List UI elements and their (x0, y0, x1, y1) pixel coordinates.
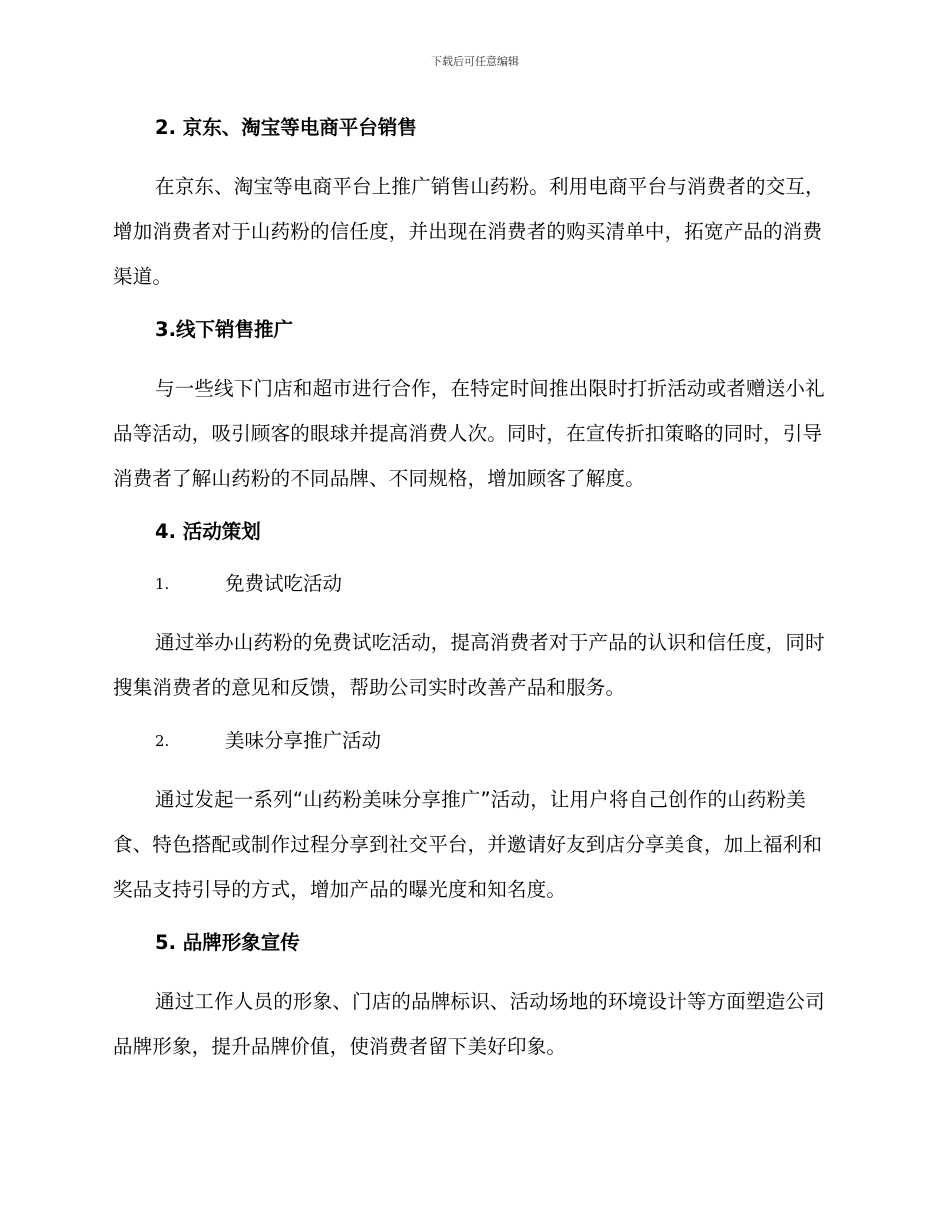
section-paragraph-ecommerce: 在京东、淘宝等电商平台上推广销售山药粉。利用电商平台与消费者的交互，增加消费者对于山药粉的信任度，并出现在消费者的购买清单中，拓宽产品的消费渠道。 (113, 175, 825, 288)
section-heading-brand: 5. 品牌形象宣传 (155, 931, 300, 954)
section-heading-activities: 4. 活动策划 (155, 520, 261, 543)
section-paragraph-offline: 与一些线下门店和超市进行合作，在特定时间推出限时打折活动或者赠送小礼品等活动，吸引顾客的眼球并提高消费人次。同时，在宣传折扣策略的同时，引导消费者了解山药粉的不同品牌、不同规格，增加顾客了解度。 (113, 377, 825, 490)
list-item-number: 1. (155, 575, 170, 593)
list-item-paragraph-free-tasting: 通过举办山药粉的免费试吃活动，提高消费者对于产品的认识和信任度，同时搜集消费者的意见和反馈，帮助公司实时改善产品和服务。 (113, 631, 825, 699)
list-item-sharing (113, 725, 833, 757)
section-heading-offline: 3.线下销售推广 (155, 318, 293, 341)
section-heading-ecommerce: 2. 京东、淘宝等电商平台销售 (155, 116, 417, 139)
list-item-paragraph-sharing: 通过发起一系列“山药粉美味分享推广”活动，让用户将自己创作的山药粉美食、特色搭配或制作过程分享到社交平台，并邀请好友到店分享美食，加上福利和奖品支持引导的方式，增加产品的曝光度和知名度。 (113, 788, 823, 901)
document-body (113, 112, 833, 1084)
section-paragraph-brand: 通过工作人员的形象、门店的品牌标识、活动场地的环境设计等方面塑造公司品牌形象，提升品牌价值，使消费者留下美好印象。 (113, 990, 825, 1058)
list-item-number: 2. (155, 732, 170, 750)
list-item-label: 美味分享推广活动 (225, 729, 382, 752)
list-item-free-tasting (113, 568, 833, 600)
page-header: 下载后可任意编辑 (431, 55, 519, 68)
list-item-label: 免费试吃活动 (225, 572, 343, 595)
